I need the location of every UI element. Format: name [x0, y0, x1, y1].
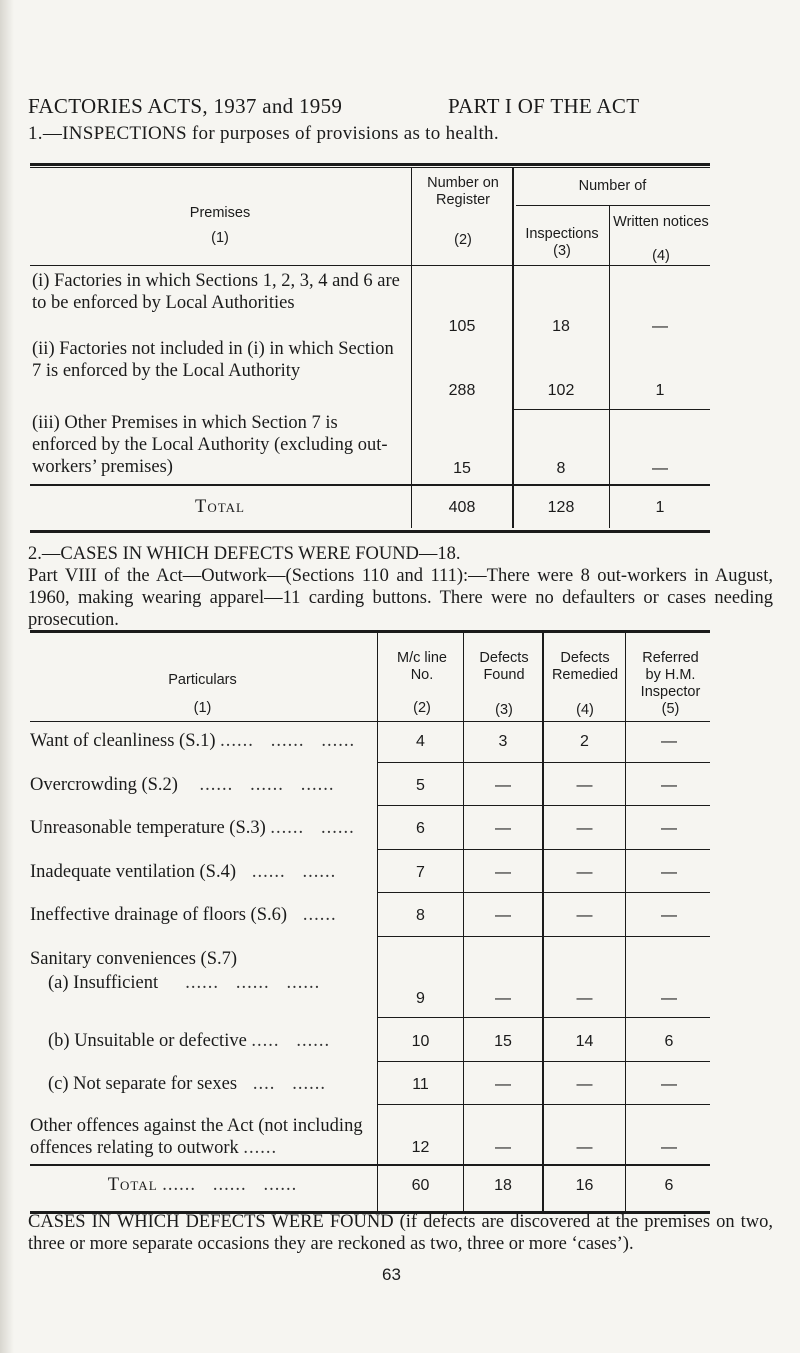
table2-row-9-referred: — [661, 1139, 677, 1156]
table2-row-8-mc: 11 [412, 1076, 429, 1093]
table2-row-rule [378, 849, 710, 850]
table2-row-9-label: Other offences against the Act (not including offences relating to outwork ...... [30, 1116, 363, 1158]
table2-row-3-label: Unreasonable temperature (S.3) ...... ...... [30, 818, 355, 838]
table2-row-rule [378, 805, 710, 806]
page-edge-shadow [0, 0, 14, 1353]
table2-row-7-label: (b) Unsuitable or defective ..... ...... [48, 1031, 331, 1051]
table2-header-remedied-label: Defects Remedied [551, 650, 619, 683]
table1-row-2-notices: 1 [655, 382, 665, 399]
table2-row-3-remedied: — [576, 820, 593, 837]
table2-row-6-found: — [495, 990, 511, 1007]
table1-top-rule [30, 163, 710, 166]
table2-row-rule [378, 892, 710, 893]
table2-row-3-found: — [495, 820, 511, 837]
leader-dots: .... ...... [241, 1074, 327, 1094]
table2-total-mc: 60 [411, 1177, 430, 1194]
table2-row-8-label: (c) Not separate for sexes .... ...... [48, 1074, 327, 1094]
table2-total-label-wrap [30, 1174, 375, 1196]
table2-row-5-referred: — [661, 907, 677, 924]
table1-header-register: Number on Register [427, 175, 499, 208]
table2-header-referred-num: (5) [661, 701, 680, 717]
table2-row-rule [378, 1104, 710, 1105]
table2-row-9-found: — [495, 1139, 511, 1156]
table1-header-number-of: Number of [578, 178, 647, 194]
table2-row-6-sublabel: (a) Insufficient ...... ...... ...... [48, 973, 321, 993]
table1-row-3-label: (iii) Other Premises in which Section 7 is enforced by the Local Authority (excluding out-workers’ premises) [32, 413, 388, 477]
table2-row-rule [378, 1017, 710, 1018]
table2-row-1-referred: — [661, 733, 677, 750]
table2-header-mc-num: (2) [413, 700, 431, 716]
table1-top-rule-2 [30, 167, 710, 168]
table2-row-4-referred: — [661, 864, 677, 881]
table2-row-3-mc: 6 [416, 820, 425, 837]
table2-row-9-remedied: — [576, 1139, 593, 1156]
table2-header-particulars: Particulars [168, 672, 237, 688]
table2-row-1-found: 3 [498, 733, 508, 750]
table1-row-1-register: 105 [448, 318, 476, 335]
table2-row-4-remedied: — [576, 864, 593, 881]
table2-row-3-referred: — [661, 820, 677, 837]
table2-row-rule [378, 936, 710, 937]
table2-row-8-remedied: — [576, 1076, 593, 1093]
table1-total-register: 408 [448, 499, 476, 516]
table1-row-3-notices: — [652, 460, 668, 477]
footnote: CASES IN WHICH DEFECTS WERE FOUND (if defects are discovered at the premises on two, three or more separate occasions they are reckoned as two, three or more ‘cases’). [28, 1212, 773, 1254]
leader-dots: ..... ...... [251, 1031, 331, 1051]
table2-row-7-found: 15 [494, 1033, 512, 1050]
leader-dots: ...... ...... ...... [162, 973, 321, 993]
table2-row-8-referred: — [661, 1076, 677, 1093]
table2-row-2-remedied: — [576, 777, 593, 794]
table1-total-rule [30, 484, 710, 486]
table1-row-3-register: 15 [453, 460, 471, 477]
table2-row-5-mc: 8 [416, 907, 425, 924]
table1-row-2-register: 288 [448, 382, 476, 399]
table2-header-found-label: Defects Found [479, 650, 529, 683]
table2-row-9-mc: 12 [411, 1139, 430, 1156]
table1-row-1-notices: — [652, 318, 668, 335]
table2-row-2-label: Overcrowding (S.2) ...... ...... ...... [30, 775, 335, 795]
table1-row-1-inspections: 18 [552, 318, 570, 335]
heading-title: FACTORIES ACTS, 1937 and 1959 [28, 94, 343, 118]
table2-row-6-mc: 9 [416, 990, 425, 1007]
table2-row-4-found: — [495, 864, 511, 881]
table2-header-referred [628, 650, 713, 701]
table2-header-found-num: (3) [495, 702, 513, 718]
table2-row-5-label: Ineffective drainage of floors (S.6) ...... [30, 905, 337, 925]
table1-col-rule-3 [609, 205, 610, 528]
table2-row-7-referred: 6 [664, 1033, 674, 1050]
heading-part: PART I OF THE ACT [448, 94, 640, 118]
table2-row-6-label: Sanitary conveniences (S.7) [30, 949, 238, 969]
table2-header-rule [30, 721, 710, 722]
leader-dots: ...... ...... [240, 862, 337, 882]
table1-subheader-rule [516, 205, 710, 206]
leader-dots: ...... ...... ...... [182, 775, 335, 795]
table2-row-5-remedied: — [576, 907, 593, 924]
table1-header-inspections-num: (3) [553, 243, 571, 259]
table1-row-3-inspections: 8 [556, 460, 566, 477]
table2-header-particulars-num: (1) [193, 700, 212, 716]
table2-top-rule [30, 630, 710, 633]
table2-row-6-referred: — [661, 990, 677, 1007]
leader-dots: ...... [291, 905, 337, 925]
section1-title: 1.—INSPECTIONS for purposes of provisions as to health. [28, 123, 499, 144]
table1-total-notices: 1 [655, 499, 665, 516]
table1-row-rule [513, 409, 710, 410]
section2-title: 2.—CASES IN WHICH DEFECTS WERE FOUND—18. [28, 544, 461, 564]
table2-header-remedied-num: (4) [576, 702, 594, 718]
table1-row-1-label: (i) Factories in which Sections 1, 2, 3, 4 and 6 are to be enforced by Local Authorities [32, 271, 400, 313]
table2-row-rule [378, 762, 710, 763]
table1-header-notices: Written notices [613, 214, 709, 230]
table1-bottom-rule [30, 530, 710, 533]
table2-row-4-mc: 7 [416, 864, 425, 881]
leader-dots: ...... ...... ...... [162, 1175, 298, 1195]
table2-row-4-label: Inadequate ventilation (S.4) ...... ...... [30, 862, 337, 882]
table2-total-rule [30, 1164, 710, 1166]
table1-header-notices-num: (4) [652, 248, 670, 264]
table2-row-7-remedied: 14 [575, 1033, 594, 1050]
table2-total-referred: 6 [664, 1177, 674, 1194]
table2-row-5-found: — [495, 907, 511, 924]
table2-row-1-label: Want of cleanliness (S.1) ...... ...... ...... [30, 731, 356, 751]
table2-row-2-mc: 5 [416, 777, 425, 794]
page-number: 63 [382, 1265, 401, 1284]
table2-header-mc-label: M/c line No. [397, 650, 447, 683]
table1-row-2-inspections: 102 [547, 382, 575, 399]
table2-row-6-remedied: — [576, 990, 593, 1007]
table2-header-remedied [545, 650, 625, 684]
table2-row-2-found: — [495, 777, 511, 794]
leader-dots: ...... ...... ...... [220, 731, 356, 751]
table2-total-found: 18 [494, 1177, 512, 1194]
table1-header-inspections: Inspections [525, 226, 599, 242]
table2-header-mc [382, 650, 462, 684]
leader-dots: ...... ...... [270, 818, 355, 838]
table2-row-1-remedied: 2 [580, 733, 589, 750]
table1-header-premises: Premises [189, 205, 251, 221]
table2-row-rule [378, 1061, 710, 1062]
table2-row-2-referred: — [661, 777, 677, 794]
table1-total-label: Total [195, 497, 245, 517]
table2-total-remedied: 16 [575, 1177, 594, 1194]
table1-header-register-num: (2) [454, 232, 472, 248]
table1-total-inspections: 128 [547, 499, 575, 516]
leader-dots: ...... [243, 1138, 278, 1158]
table2-row-7-mc: 10 [411, 1033, 430, 1050]
table1-row-2-label: (ii) Factories not included in (i) in which Section 7 is enforced by the Local Authority [32, 339, 394, 381]
table2-row-1-mc: 4 [416, 733, 425, 750]
table2-total-label: Total [107, 1175, 158, 1195]
table2-row-8-found: — [495, 1076, 511, 1093]
table1-header-premises-num: (1) [211, 230, 229, 246]
table2-header-referred-label: Referred by H.M. Inspector [640, 650, 701, 700]
section2-text: Part VIII of the Act—Outwork—(Sections 110 and 111):—There were 8 out-workers in August, 1960, making wearing apparel—11 carding buttons. There were no defaulters or cases needing prosecution. [28, 566, 773, 630]
table2-header-found [466, 650, 542, 684]
table1-header-rule [30, 265, 710, 266]
